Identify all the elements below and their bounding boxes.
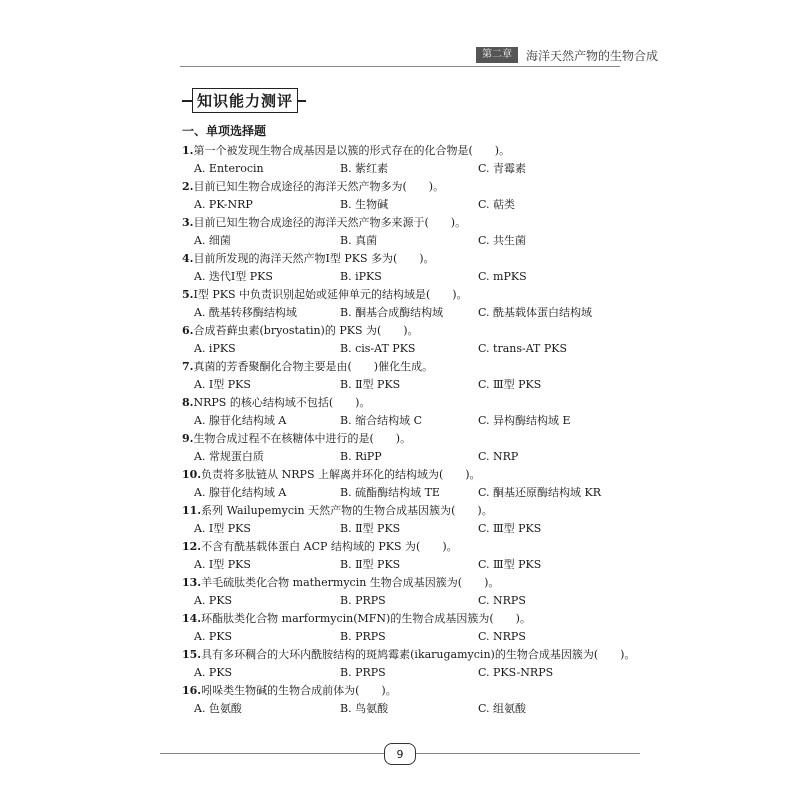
question-item xyxy=(182,610,622,646)
option-b: B. 紫红素 xyxy=(340,162,389,175)
option-b: B. 缩合结构域 C xyxy=(340,414,422,427)
option-row xyxy=(182,412,622,430)
option-c: C. mPKS xyxy=(478,270,527,283)
option-c: C. 异构酶结构域 E xyxy=(478,414,571,427)
question-stem xyxy=(182,214,622,232)
question-number: 12. xyxy=(182,540,202,553)
question-list xyxy=(182,142,636,718)
question-text: 不含有酰基载体蛋白 ACP 结构域的 PKS 为( )。 xyxy=(201,540,458,553)
question-number: 3. xyxy=(182,216,194,229)
option-b: B. 鸟氨酸 xyxy=(340,702,389,715)
question-text: 负责将多肽链从 NRPS 上解离并环化的结构域为( )。 xyxy=(201,468,481,481)
option-a: A. 常规蛋白质 xyxy=(194,450,264,463)
running-header xyxy=(476,46,658,64)
question-item xyxy=(182,682,622,718)
question-text: 羊毛硫肽类化合物 mathermycin 生物合成基因簇为( )。 xyxy=(201,576,500,589)
option-row xyxy=(182,340,622,358)
option-c: C. 组氨酸 xyxy=(478,702,527,715)
option-c: C. NRP xyxy=(478,450,519,463)
question-item xyxy=(182,358,622,394)
option-row xyxy=(182,268,622,286)
question-number: 15. xyxy=(182,648,202,661)
option-b: B. Ⅱ型 PKS xyxy=(340,558,401,571)
option-c: C. 萜类 xyxy=(478,198,516,211)
question-number: 11. xyxy=(182,504,202,517)
option-a: A. PKS xyxy=(194,630,233,643)
option-a: A. Enterocin xyxy=(194,162,264,175)
option-c: C. 青霉素 xyxy=(478,162,527,175)
question-text: 吲哚类生物碱的生物合成前体为( )。 xyxy=(201,684,397,697)
question-number: 7. xyxy=(182,360,194,373)
option-row xyxy=(182,700,622,718)
option-b: B. Ⅱ型 PKS xyxy=(340,378,401,391)
option-b: B. RiPP xyxy=(340,450,382,463)
question-text: 真菌的芳香聚酮化合物主要是由( )催化生成。 xyxy=(193,360,434,373)
option-a: A. 腺苷化结构域 A xyxy=(194,486,287,499)
question-stem xyxy=(182,250,622,268)
option-a: A. Ⅰ型 PKS xyxy=(194,558,251,571)
option-b: B. 硫酯酶结构域 TE xyxy=(340,486,440,499)
question-text: Ⅰ型 PKS 中负责识别起始或延伸单元的结构域是( )。 xyxy=(193,288,468,301)
question-stem xyxy=(182,646,636,664)
header-title: 海洋天然产物的生物合成 xyxy=(526,48,659,63)
option-row xyxy=(182,160,622,178)
option-a: A. PKS xyxy=(194,594,233,607)
option-a: A. 色氨酸 xyxy=(194,702,242,715)
option-row xyxy=(182,592,622,610)
option-b: B. cis-AT PKS xyxy=(340,342,416,355)
section-title: 知识能力测评 xyxy=(192,88,298,113)
question-stem xyxy=(182,394,622,412)
option-c: C. NRPS xyxy=(478,594,526,607)
question-item xyxy=(182,502,622,538)
question-stem xyxy=(182,358,622,376)
question-number: 16. xyxy=(182,684,202,697)
option-b: B. 生物碱 xyxy=(340,198,389,211)
option-a: A. PK-NRP xyxy=(194,198,253,211)
option-row xyxy=(182,628,622,646)
option-b: B. iPKS xyxy=(340,270,382,283)
question-number: 9. xyxy=(182,432,194,445)
option-b: B. PRPS xyxy=(340,594,386,607)
question-item xyxy=(182,538,622,574)
question-text: 生物合成过程不在核糖体中进行的是( )。 xyxy=(193,432,412,445)
option-c: C. Ⅲ型 PKS xyxy=(478,378,542,391)
option-a: A. iPKS xyxy=(194,342,236,355)
question-number: 8. xyxy=(182,396,194,409)
question-number: 13. xyxy=(182,576,202,589)
question-item xyxy=(182,142,622,178)
question-item xyxy=(182,430,622,466)
sub-heading: 一、单项选择题 xyxy=(182,124,267,138)
option-a: A. 细菌 xyxy=(194,234,231,247)
chapter-tag: 第二章 xyxy=(476,47,518,63)
option-c: C. Ⅲ型 PKS xyxy=(478,558,542,571)
option-b: B. Ⅱ型 PKS xyxy=(340,522,401,535)
question-stem xyxy=(182,322,622,340)
option-a: A. PKS xyxy=(194,666,233,679)
question-stem xyxy=(182,502,622,520)
question-number: 1. xyxy=(182,144,194,157)
question-text: 目前所发现的海洋天然产物Ⅰ型 PKS 多为( )。 xyxy=(193,252,435,265)
question-text: 具有多环稠合的大环内酰胺结构的斑鸠霉素(ikarugamycin)的生物合成基因簇为( )。 xyxy=(201,648,636,661)
header-rule xyxy=(180,66,620,67)
option-a: A. 酰基转移酶结构域 xyxy=(194,306,297,319)
option-c: C. NRPS xyxy=(478,630,526,643)
question-number: 14. xyxy=(182,612,202,625)
option-b: B. PRPS xyxy=(340,666,386,679)
question-text: NRPS 的核心结构域不包括( )。 xyxy=(193,396,371,409)
section-title-left-bar xyxy=(182,100,192,102)
option-c: C. 共生菌 xyxy=(478,234,527,247)
question-item xyxy=(182,322,622,358)
option-a: A. 腺苷化结构域 A xyxy=(194,414,287,427)
question-stem xyxy=(182,682,622,700)
question-text: 第一个被发现生物合成基因是以簇的形式存在的化合物是( )。 xyxy=(193,144,511,157)
question-item xyxy=(182,286,622,322)
question-number: 6. xyxy=(182,324,194,337)
question-stem xyxy=(182,610,622,628)
question-number: 4. xyxy=(182,252,194,265)
option-b: B. 酮基合成酶结构域 xyxy=(340,306,444,319)
option-row xyxy=(182,232,622,250)
question-stem xyxy=(182,286,622,304)
question-text: 环酯肽类化合物 marformycin(MFN)的生物合成基因簇为( )。 xyxy=(201,612,531,625)
question-item xyxy=(182,394,622,430)
question-item xyxy=(182,178,622,214)
question-text: 合成苔藓虫素(bryostatin)的 PKS 为( )。 xyxy=(193,324,419,337)
option-row xyxy=(182,664,622,682)
option-c: C. Ⅲ型 PKS xyxy=(478,522,542,535)
option-a: A. 迭代Ⅰ型 PKS xyxy=(194,270,273,283)
option-a: A. Ⅰ型 PKS xyxy=(194,378,251,391)
question-text: 系列 Wailupemycin 天然产物的生物合成基因簇为( )。 xyxy=(201,504,493,517)
question-stem xyxy=(182,142,622,160)
option-c: C. trans-AT PKS xyxy=(478,342,568,355)
option-a: A. Ⅰ型 PKS xyxy=(194,522,251,535)
option-b: B. 真菌 xyxy=(340,234,378,247)
question-item xyxy=(182,646,636,682)
page-number: 9 xyxy=(384,743,416,765)
option-row xyxy=(182,196,622,214)
option-row xyxy=(182,484,622,502)
question-text: 目前已知生物合成途径的海洋天然产物多为( )。 xyxy=(193,180,445,193)
option-b: B. PRPS xyxy=(340,630,386,643)
question-item xyxy=(182,466,622,502)
option-row xyxy=(182,520,622,538)
option-c: C. 酮基还原酶结构域 KR xyxy=(478,486,602,499)
option-c: C. 酰基载体蛋白结构域 xyxy=(478,306,593,319)
option-row xyxy=(182,556,622,574)
question-item xyxy=(182,214,622,250)
question-stem xyxy=(182,430,622,448)
option-row xyxy=(182,448,622,466)
option-row xyxy=(182,304,622,322)
question-stem xyxy=(182,538,622,556)
section-title-box xyxy=(182,88,306,113)
question-item xyxy=(182,574,622,610)
question-number: 10. xyxy=(182,468,202,481)
question-number: 2. xyxy=(182,180,194,193)
question-number: 5. xyxy=(182,288,194,301)
question-stem xyxy=(182,574,622,592)
question-item xyxy=(182,250,622,286)
question-stem xyxy=(182,466,622,484)
option-row xyxy=(182,376,622,394)
question-text: 目前已知生物合成途径的海洋天然产物多来源于( )。 xyxy=(193,216,467,229)
section-title-right-bar xyxy=(298,100,306,102)
question-stem xyxy=(182,178,622,196)
option-c: C. PKS-NRPS xyxy=(478,666,554,679)
